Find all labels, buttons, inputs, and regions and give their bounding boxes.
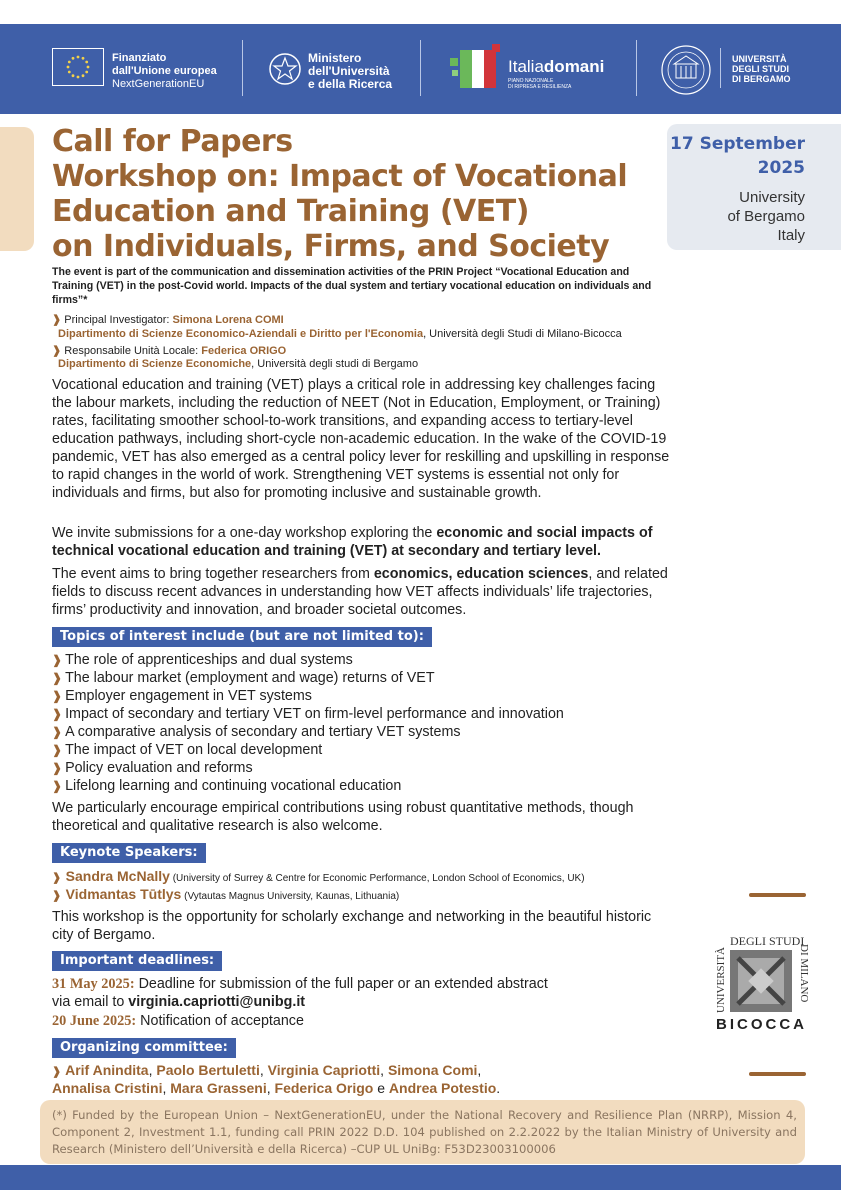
deadline-submission: 31 May 2025: Deadline for submission of the full paper or an extended abstract via email to virginia.capriotti@unibg.it bbox=[52, 976, 548, 1010]
principal-investigator: ❱ Principal Investigator: Simona Lorena COMI bbox=[52, 314, 284, 326]
italiadomani-subtext: PIANO NAZIONALE DI RIPRESA E RESILIENZA bbox=[508, 78, 572, 90]
eu-text: Finanziato dall'Unione europea NextGenerationEU bbox=[112, 52, 217, 90]
topic-item: ❱ Employer engagement in VET systems bbox=[52, 688, 312, 704]
local-department: Dipartimento di Scienze Economiche, Università degli studi di Bergamo bbox=[58, 358, 419, 370]
header-divider bbox=[720, 48, 721, 88]
event-location: University of Bergamo Italy bbox=[727, 189, 805, 244]
keynote-closing: This workshop is the opportunity for scholarly exchange and networking in the beautiful historic city of Bergamo. bbox=[52, 909, 652, 943]
paragraph-aims: The event aims to bring together researchers from economics, education sciences, and related fields to discuss recent advances in understanding how VET affects individuals’ life trajectories, firms’ productivity and innovation, and broader societal outcomes. bbox=[52, 566, 668, 618]
bicocca-emblem-icon bbox=[730, 950, 792, 1016]
topic-item: ❱ Lifelong learning and continuing vocational education bbox=[52, 778, 402, 794]
italiadomani-text: Italiadomani bbox=[508, 57, 605, 76]
topic-item: ❱ The role of apprenticeships and dual systems bbox=[52, 652, 353, 668]
committee-members: ❱ Arif Anindita, Paolo Bertuletti, Virginia Capriotti, Simona Comi, bbox=[52, 1062, 482, 1078]
header-divider bbox=[420, 40, 421, 96]
deadlines-heading: Important deadlines: bbox=[52, 951, 222, 971]
submission-email[interactable]: virginia.capriotti@unibg.it bbox=[128, 994, 306, 1010]
chevron-right-icon: ❱ bbox=[52, 872, 62, 884]
bicocca-logo-top: DEGLI STUDI bbox=[730, 934, 805, 948]
chevron-right-icon: ❱ bbox=[52, 314, 62, 326]
decorative-rule bbox=[749, 893, 806, 897]
chevron-right-icon: ❱ bbox=[52, 779, 63, 793]
topic-item: ❱ The impact of VET on local development bbox=[52, 742, 323, 758]
paragraph-invitation: We invite submissions for a one-day workshop exploring the economic and social impacts of technical vocational education and training (VET) at secondary and tertiary level. bbox=[52, 525, 653, 559]
chevron-right-icon: ❱ bbox=[52, 1066, 62, 1078]
paragraph-vet-role: Vocational education and training (VET) plays a critical role in addressing key challenges facing the labour markets, including the reduction of NEET (Not in Education, Employment, or Training) rates, facilitating smoother school-to-work transitions, and expanding access to tertiary-level education pathways, including short-cycle non-academic education. In the wake of the COVID-19 pandemic, VET has also emerged as a central policy lever for reskilling and upskilling in response to rapid changes in the world of work. Strengthening VET systems is essential not only for individuals and firms, but also for promoting inclusive and sustainable growth. bbox=[52, 377, 670, 501]
intro-text: The event is part of the communication and dissemination activities of the PRIN Project “Vocational Education and Training (VET) in the post-Covid world. Impacts of the dual system and tertiary vocational education on individuals and firms”* bbox=[52, 266, 652, 306]
unibg-text: UNIVERSITÀ DEGLI STUDI DI BERGAMO bbox=[732, 54, 791, 84]
unibg-seal-icon bbox=[660, 44, 712, 100]
chevron-right-icon: ❱ bbox=[52, 689, 63, 703]
topic-item: ❱ Policy evaluation and reforms bbox=[52, 760, 253, 776]
footer-band bbox=[0, 1165, 841, 1190]
funding-note: (*) Funded by the European Union – NextGenerationEU, under the National Recovery and Resilience Plan (NRRP), Mission 4, Component 2, Investment 1.1, funding call PRIN 2022 D.D. 104 published on 2.2.2022 by the Italian Ministry of University and Research (Ministero dell’Università e della Ricerca) –CUP UL UniBg: F53D23003100006 bbox=[52, 1108, 797, 1156]
bicocca-logo-left: UNIVERSITÀ bbox=[715, 947, 727, 1013]
topic-item: ❱ A comparative analysis of secondary and tertiary VET systems bbox=[52, 724, 461, 740]
topic-item: ❱ The labour market (employment and wage) returns of VET bbox=[52, 670, 435, 686]
event-date: 17 September 2025 bbox=[670, 134, 805, 178]
committee-members: Annalisa Cristini, Mara Grasseni, Federica Origo e Andrea Potestio. bbox=[52, 1080, 501, 1096]
italiadomani-logo-icon bbox=[448, 44, 504, 96]
keynote-speaker: ❱ Sandra McNally (University of Surrey & Centre for Economic Performance, London School of Economics, UK) bbox=[52, 868, 585, 884]
chevron-right-icon: ❱ bbox=[52, 671, 63, 685]
bicocca-logo-right: DI MILANO bbox=[798, 944, 810, 1003]
topics-heading: Topics of interest include (but are not limited to): bbox=[52, 627, 432, 647]
bicocca-logo-bottom: BICOCCA bbox=[716, 1016, 807, 1033]
topics-closing: We particularly encourage empirical contributions using robust quantitative methods, though theoretical and qualitative research is also welcome. bbox=[52, 800, 634, 834]
committee-heading: Organizing committee: bbox=[52, 1038, 236, 1058]
chevron-right-icon: ❱ bbox=[52, 345, 62, 357]
left-tab-decoration bbox=[0, 127, 34, 251]
header-band bbox=[0, 24, 841, 114]
page-title: Call for Papers Workshop on: Impact of Vocational Education and Training (VET) on Individuals, Firms, and Society bbox=[52, 124, 628, 264]
pi-department: Dipartimento di Scienze Economico-Aziendali e Diritto per l'Economia, Università degli Studi di Milano-Bicocca bbox=[58, 328, 622, 340]
header-divider bbox=[242, 40, 243, 96]
date-box bbox=[667, 124, 841, 250]
chevron-right-icon: ❱ bbox=[52, 725, 63, 739]
chevron-right-icon: ❱ bbox=[52, 761, 63, 775]
header-divider bbox=[636, 40, 637, 96]
chevron-right-icon: ❱ bbox=[52, 743, 63, 757]
chevron-right-icon: ❱ bbox=[52, 890, 62, 902]
local-responsible: ❱ Responsabile Unità Locale: Federica ORIGO bbox=[52, 345, 287, 357]
topic-item: ❱ Impact of secondary and tertiary VET on firm-level performance and innovation bbox=[52, 706, 564, 722]
chevron-right-icon: ❱ bbox=[52, 653, 63, 667]
chevron-right-icon: ❱ bbox=[52, 707, 63, 721]
keynote-speaker: ❱ Vidmantas Tūtlys (Vytautas Magnus University, Kaunas, Lithuania) bbox=[52, 886, 400, 902]
italian-emblem-icon bbox=[268, 50, 302, 92]
keynote-heading: Keynote Speakers: bbox=[52, 843, 206, 863]
deadline-notification: 20 June 2025: Notification of acceptance bbox=[52, 1013, 304, 1029]
bicocca-logo bbox=[714, 934, 808, 1036]
eu-flag-icon bbox=[52, 48, 104, 86]
ministry-text: Ministero dell'Università e della Ricerca bbox=[308, 51, 393, 91]
decorative-rule bbox=[749, 1072, 806, 1076]
